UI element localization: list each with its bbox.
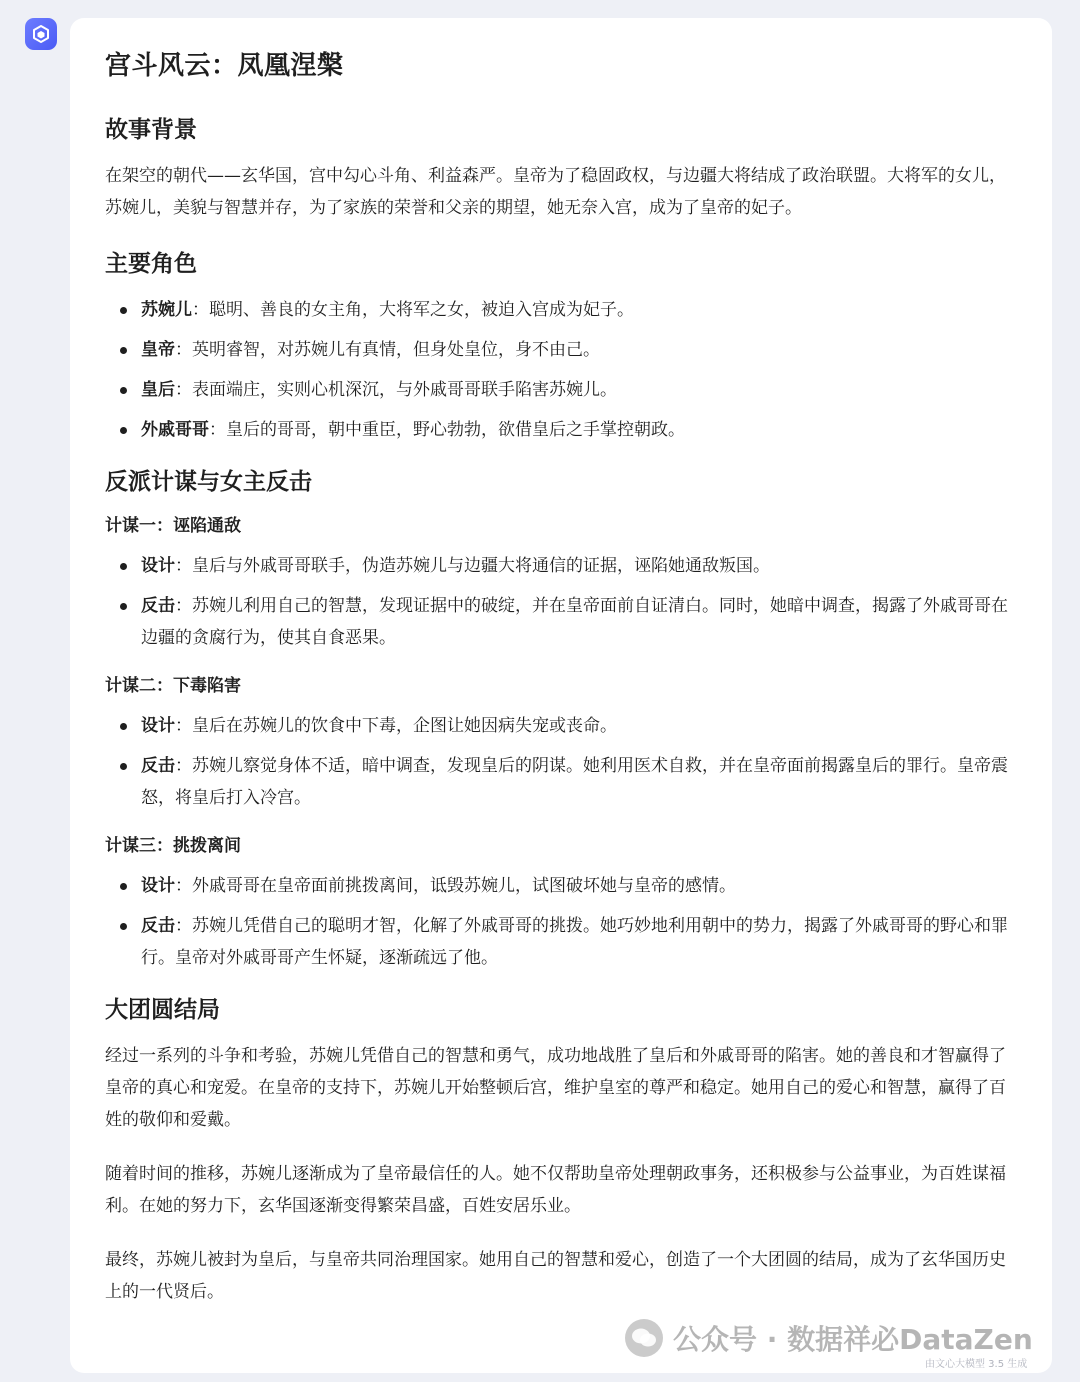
scheme-list [105, 870, 1008, 974]
watermark [625, 1318, 1033, 1358]
character-desc: ：皇后的哥哥，朝中重臣，野心勃勃，欲借皇后之手掌控朝政。 [209, 420, 685, 440]
item-label: 设计 [141, 556, 175, 576]
response-card [70, 18, 1052, 1373]
ending-paragraph: 经过一系列的斗争和考验，苏婉儿凭借自己的智慧和勇气，成功地战胜了皇后和外戚哥哥的陷害。她的善良和才智赢得了皇帝的真心和宠爱。在皇帝的支持下，苏婉儿开始整顿后宫，维护皇室的尊严和稳定。她用自己的爱心和智慧，赢得了百姓的敬仰和爱戴。 [105, 1046, 1006, 1130]
plots-heading: 反派计谋与女主反击 [105, 469, 312, 495]
character-name: 皇后 [141, 380, 175, 400]
character-desc: ：聪明、善良的女主角，大将军之女，被迫入宫成为妃子。 [192, 300, 634, 320]
item-label: 反击 [141, 756, 175, 776]
item-label: 反击 [141, 596, 175, 616]
list-item [105, 870, 1008, 902]
watermark-text: 公众号 · 数据祥必DataZen [673, 1323, 1033, 1356]
scheme-list [105, 710, 1008, 814]
scheme-list [105, 550, 1008, 654]
character-desc: ：表面端庄，实则心机深沉，与外戚哥哥联手陷害苏婉儿。 [175, 380, 617, 400]
item-text: ：外戚哥哥在皇帝面前挑拨离间，诋毁苏婉儿，试图破坏她与皇帝的感情。 [175, 876, 736, 896]
item-text: ：皇后在苏婉儿的饮食中下毒，企图让她因病失宠或丧命。 [175, 716, 617, 736]
character-name: 苏婉儿 [141, 300, 192, 320]
list-item [105, 414, 1008, 446]
background-text: 在架空的朝代——玄华国，宫中勾心斗角、利益森严。皇帝为了稳固政权，与边疆大将结成了政治联盟。大将军的女儿，苏婉儿，美貌与智慧并存，为了家族的荣誉和父亲的期望，她无奈入宫，成为了皇帝的妃子。 [105, 166, 1006, 218]
list-item [105, 334, 1008, 366]
character-name: 外戚哥哥 [141, 420, 209, 440]
item-label: 反击 [141, 916, 175, 936]
scheme-title: 计谋一：诬陷通敌 [105, 516, 241, 536]
list-item [105, 590, 1008, 654]
characters-heading: 主要角色 [105, 251, 197, 277]
item-label: 设计 [141, 876, 175, 896]
ending-paragraph: 随着时间的推移，苏婉儿逐渐成为了皇帝最信任的人。她不仅帮助皇帝处理朝政事务，还积极参与公益事业，为百姓谋福利。在她的努力下，玄华国逐渐变得繁荣昌盛，百姓安居乐业。 [105, 1164, 1006, 1216]
list-item [105, 710, 1008, 742]
item-text: ：苏婉儿察觉身体不适，暗中调查，发现皇后的阴谋。她利用医术自救，并在皇帝面前揭露皇后的罪行。皇帝震怒，将皇后打入冷宫。 [141, 756, 1008, 808]
background-heading: 故事背景 [105, 117, 197, 143]
scheme-title: 计谋二：下毒陷害 [105, 676, 241, 696]
list-item [105, 374, 1008, 406]
item-label: 设计 [141, 716, 175, 736]
ending-heading: 大团圆结局 [105, 997, 220, 1023]
character-desc: ：英明睿智，对苏婉儿有真情，但身处皇位，身不由己。 [175, 340, 600, 360]
item-text: ：苏婉儿利用自己的智慧，发现证据中的破绽，并在皇帝面前自证清白。同时，她暗中调查，揭露了外戚哥哥在边疆的贪腐行为，使其自食恶果。 [141, 596, 1008, 648]
generated-by-label: 由文心大模型 3.5 生成 [925, 1359, 1028, 1370]
list-item [105, 294, 1008, 326]
scheme-title: 计谋三：挑拨离间 [105, 836, 241, 856]
list-item [105, 750, 1008, 814]
app-cube-icon [25, 18, 57, 50]
item-text: ：苏婉儿凭借自己的聪明才智，化解了外戚哥哥的挑拨。她巧妙地利用朝中的势力，揭露了外戚哥哥的野心和罪行。皇帝对外戚哥哥产生怀疑，逐渐疏远了他。 [141, 916, 1008, 968]
list-item [105, 550, 1008, 582]
list-item [105, 910, 1008, 974]
wechat-icon [625, 1319, 663, 1357]
item-text: ：皇后与外戚哥哥联手，伪造苏婉儿与边疆大将通信的证据，诬陷她通敌叛国。 [175, 556, 770, 576]
character-name: 皇帝 [141, 340, 175, 360]
characters-list [105, 294, 1008, 446]
ending-paragraph: 最终，苏婉儿被封为皇后，与皇帝共同治理国家。她用自己的智慧和爱心，创造了一个大团圆的结局，成为了玄华国历史上的一代贤后。 [105, 1250, 1006, 1302]
story-title: 宫斗风云：凤凰涅槃 [105, 51, 344, 81]
